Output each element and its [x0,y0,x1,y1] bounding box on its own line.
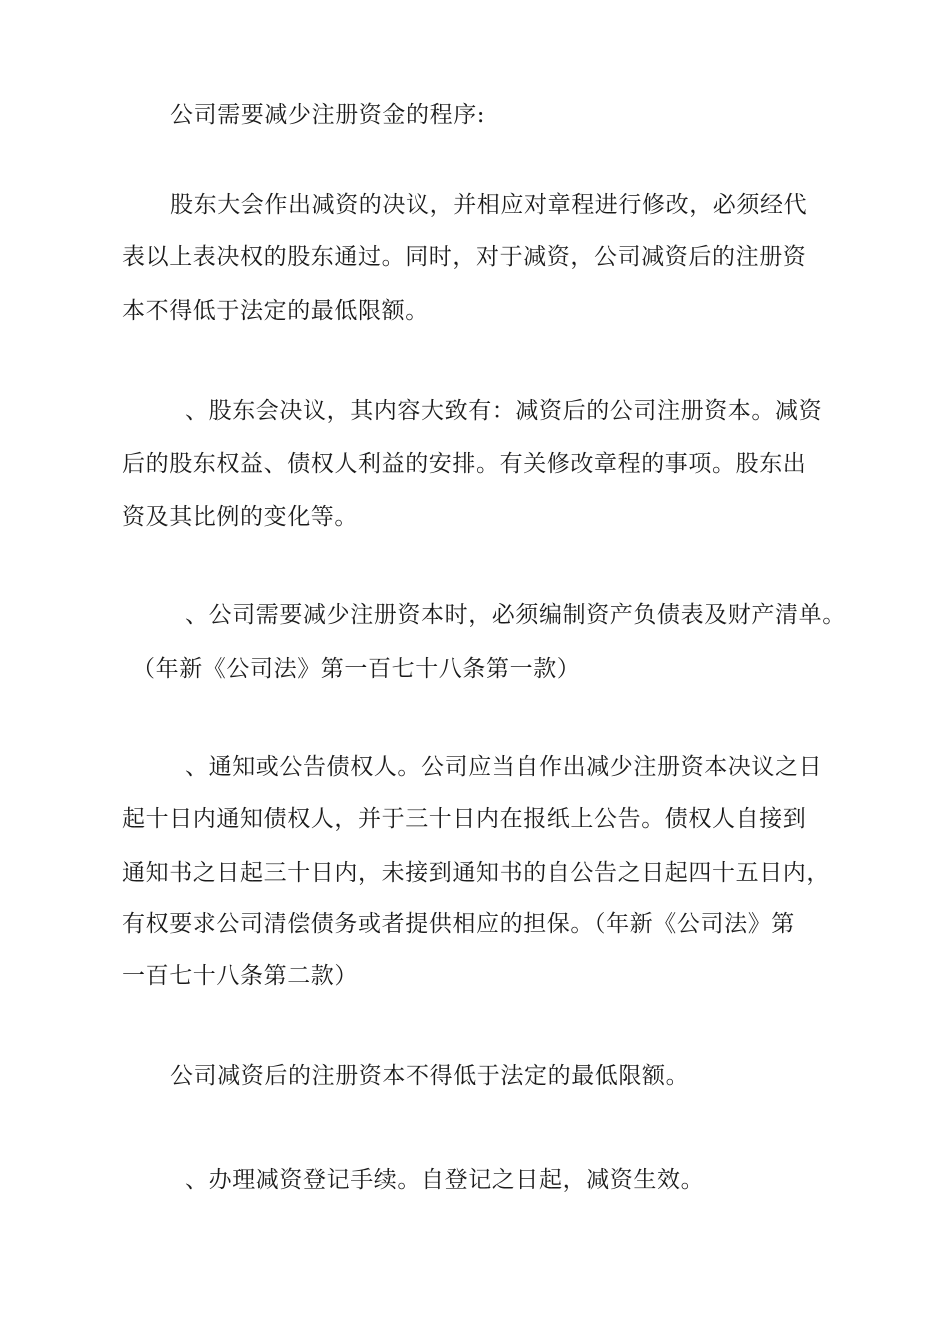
paragraph-5-line-1: 公司减资后的注册资本不得低于法定的最低限额。 [170,1063,690,1089]
paragraph-4-line-5: 一百七十八条第二款） [122,963,358,989]
paragraph-1-line-2: 表以上表决权的股东通过。同时，对于减资，公司减资后的注册资 [122,244,807,270]
paragraph-4-line-1: 、通知或公告债权人。公司应当自作出减少注册资本决议之日 [185,754,823,780]
paragraph-3-line-2: （年新《公司法》第一百七十八条第一款） [132,656,581,682]
paragraph-2-line-2: 后的股东权益、债权人利益的安排。有关修改章程的事项。股东出 [122,451,807,477]
document-heading: 公司需要减少注册资金的程序: [170,102,486,128]
paragraph-3-line-1: 、公司需要减少注册资本时，必须编制资产负债表及财产清单。 [185,602,846,628]
paragraph-2-line-3: 资及其比例的变化等。 [122,504,358,530]
paragraph-4-line-2: 起十日内通知债权人，并于三十日内在报纸上公告。债权人自接到 [122,806,807,832]
paragraph-1-line-1: 股东大会作出减资的决议，并相应对章程进行修改，必须经代 [170,192,808,218]
paragraph-1-line-3: 本不得低于法定的最低限额。 [122,298,429,324]
paragraph-2-line-1: 、股东会决议，其内容大致有：减资后的公司注册资本。减资 [185,398,823,424]
paragraph-6-line-1: 、办理减资登记手续。自登记之日起，减资生效。 [185,1167,705,1193]
paragraph-4-line-3: 通知书之日起三十日内，未接到通知书的自公告之日起四十五日内， [122,860,830,886]
paragraph-4-line-4: 有权要求公司清偿债务或者提供相应的担保。（年新《公司法》第 [122,911,795,937]
